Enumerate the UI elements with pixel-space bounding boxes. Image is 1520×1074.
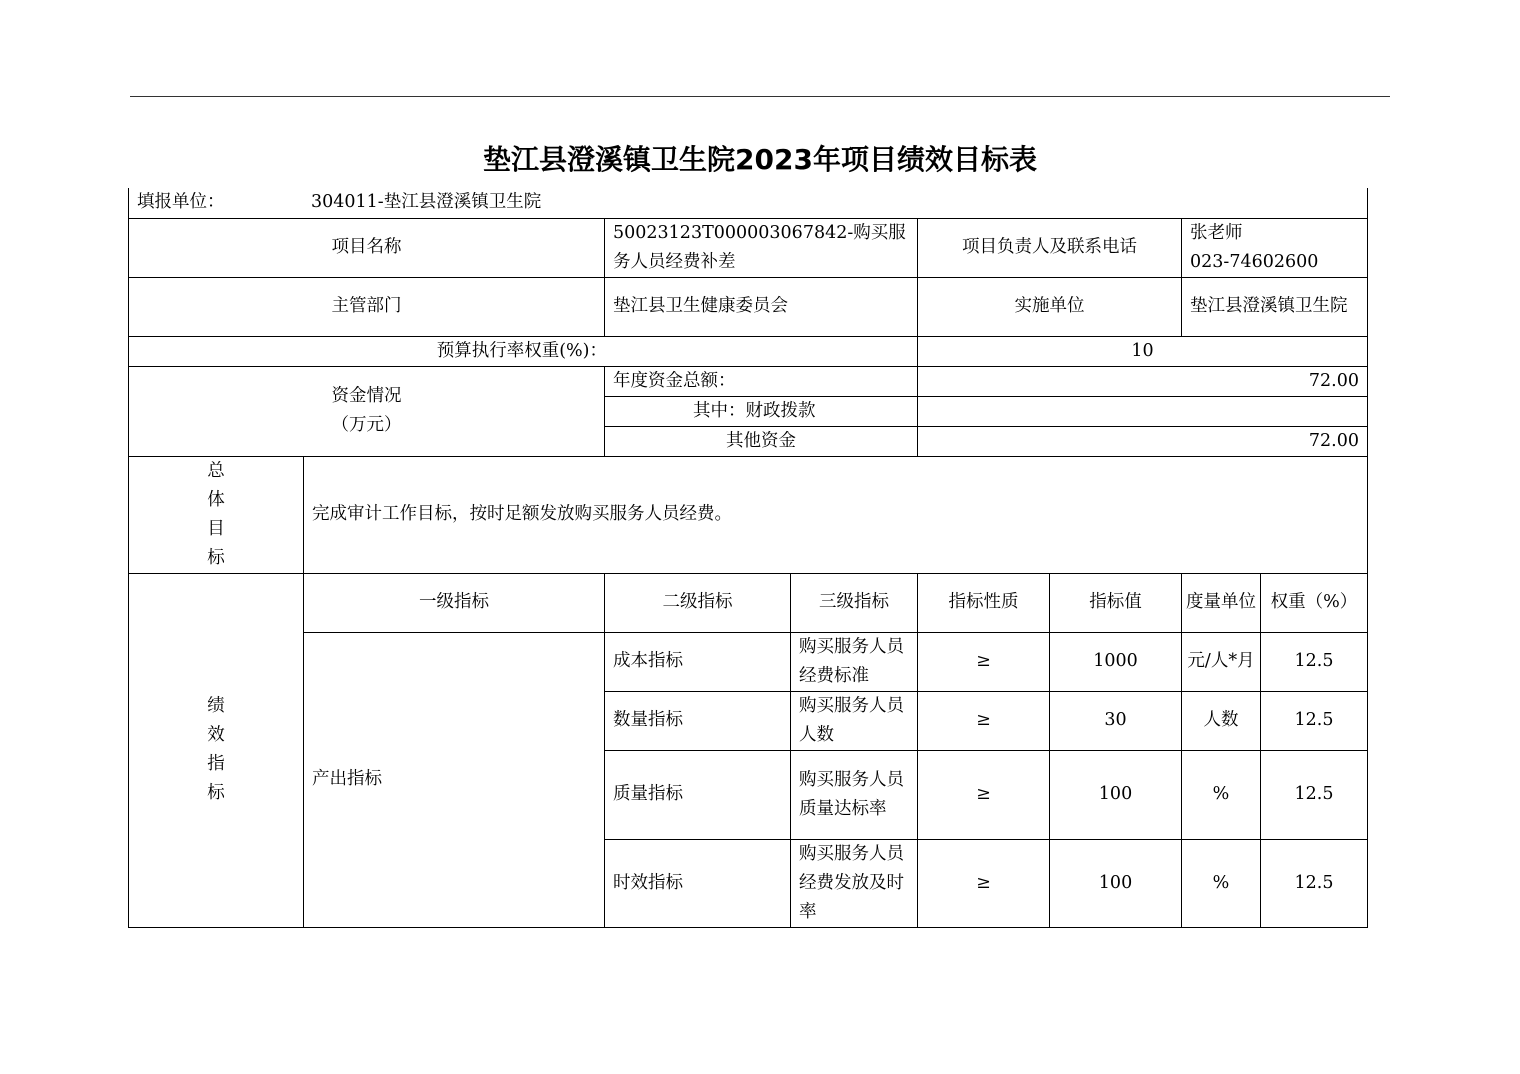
indicators-label-char: 效 xyxy=(207,725,225,745)
funds-other-label: 其他资金 xyxy=(605,426,918,456)
value-cell: 100 xyxy=(1050,750,1182,839)
performance-goal-table xyxy=(128,188,1368,928)
nature-cell: ≥ xyxy=(918,691,1050,750)
funds-total-value: 72.00 xyxy=(918,366,1368,396)
nature-cell: ≥ xyxy=(918,632,1050,691)
project-contact-label: 项目负责人及联系电话 xyxy=(918,218,1182,277)
value-cell: 30 xyxy=(1050,691,1182,750)
project-name-label: 项目名称 xyxy=(129,218,605,277)
level3-cell: 购买服务人员经费标准 xyxy=(791,632,918,691)
level3-cell: 购买服务人员人数 xyxy=(791,691,918,750)
indicators-label-char: 标 xyxy=(207,783,225,803)
budget-value: 10 xyxy=(918,336,1368,366)
nature-cell: ≥ xyxy=(918,839,1050,927)
header-level2: 二级指标 xyxy=(605,573,791,632)
level2-cell: 数量指标 xyxy=(605,691,791,750)
weight-cell: 12.5 xyxy=(1261,632,1368,691)
goal-label-char: 总 xyxy=(207,460,225,481)
department-row xyxy=(129,277,1368,336)
goal-label xyxy=(129,456,304,573)
goal-text: 完成审计工作目标，按时足额发放购买服务人员经费。 xyxy=(304,456,1368,573)
indicators-label xyxy=(129,573,304,927)
funds-label xyxy=(129,366,605,456)
project-contact-cell xyxy=(1182,218,1368,277)
project-name-value: 50023123T000003067842-购买服务人员经费补差 xyxy=(605,218,918,277)
funds-total-row xyxy=(129,366,1368,396)
value-cell: 1000 xyxy=(1050,632,1182,691)
header-value: 指标值 xyxy=(1050,573,1182,632)
funds-total-label: 年度资金总额： xyxy=(605,366,918,396)
contact-phone: 023-74602600 xyxy=(1190,251,1319,272)
funds-label-line1: 资金情况 xyxy=(331,386,402,406)
goal-label-char: 标 xyxy=(207,547,225,568)
unit-value: 304011-垫江县澄溪镇卫生院 xyxy=(311,192,542,213)
unit-cell: 元/人*月 xyxy=(1182,632,1261,691)
nature-cell: ≥ xyxy=(918,750,1050,839)
value-cell: 100 xyxy=(1050,839,1182,927)
funds-other-value: 72.00 xyxy=(918,426,1368,456)
unit-cell: % xyxy=(1182,839,1261,927)
department-value: 垫江县卫生健康委员会 xyxy=(605,277,918,336)
weight-cell: 12.5 xyxy=(1261,750,1368,839)
header-unit: 度量单位 xyxy=(1182,573,1261,632)
impl-unit-value: 垫江县澄溪镇卫生院 xyxy=(1182,277,1368,336)
project-row xyxy=(129,218,1368,277)
unit-cell: 人数 xyxy=(1182,691,1261,750)
indicator-header-row xyxy=(129,573,1368,632)
header-weight: 权重（%） xyxy=(1261,573,1368,632)
goal-row xyxy=(129,456,1368,573)
page-title: 垫江县澄溪镇卫生院2023年项目绩效目标表 xyxy=(483,143,1037,176)
weight-cell: 12.5 xyxy=(1261,839,1368,927)
indicators-label-char: 绩 xyxy=(207,696,225,716)
funds-fiscal-label: 其中：财政拨款 xyxy=(605,396,918,426)
unit-cell: % xyxy=(1182,750,1261,839)
contact-name: 张老师 xyxy=(1190,222,1243,243)
top-rule xyxy=(130,96,1390,97)
goal-label-char: 目 xyxy=(207,518,225,539)
department-label: 主管部门 xyxy=(129,277,605,336)
level2-cell: 质量指标 xyxy=(605,750,791,839)
header-level3: 三级指标 xyxy=(791,573,918,632)
header-level1: 一级指标 xyxy=(304,573,605,632)
level3-cell: 购买服务人员经费发放及时率 xyxy=(791,839,918,927)
funds-fiscal-value xyxy=(918,396,1368,426)
unit-cell xyxy=(129,188,1368,218)
budget-label: 预算执行率权重(%)： xyxy=(129,336,918,366)
level3-cell: 购买服务人员质量达标率 xyxy=(791,750,918,839)
level2-cell: 成本指标 xyxy=(605,632,791,691)
indicators-label-char: 指 xyxy=(207,754,225,774)
budget-row xyxy=(129,336,1368,366)
unit-label: 填报单位： xyxy=(137,192,225,213)
funds-label-line2: （万元） xyxy=(331,415,402,435)
weight-cell: 12.5 xyxy=(1261,691,1368,750)
goal-label-char: 体 xyxy=(207,489,225,510)
level2-cell: 时效指标 xyxy=(605,839,791,927)
table-row xyxy=(129,632,1368,691)
unit-row xyxy=(129,188,1368,218)
level1-output: 产出指标 xyxy=(304,632,605,927)
header-nature: 指标性质 xyxy=(918,573,1050,632)
impl-unit-label: 实施单位 xyxy=(918,277,1182,336)
